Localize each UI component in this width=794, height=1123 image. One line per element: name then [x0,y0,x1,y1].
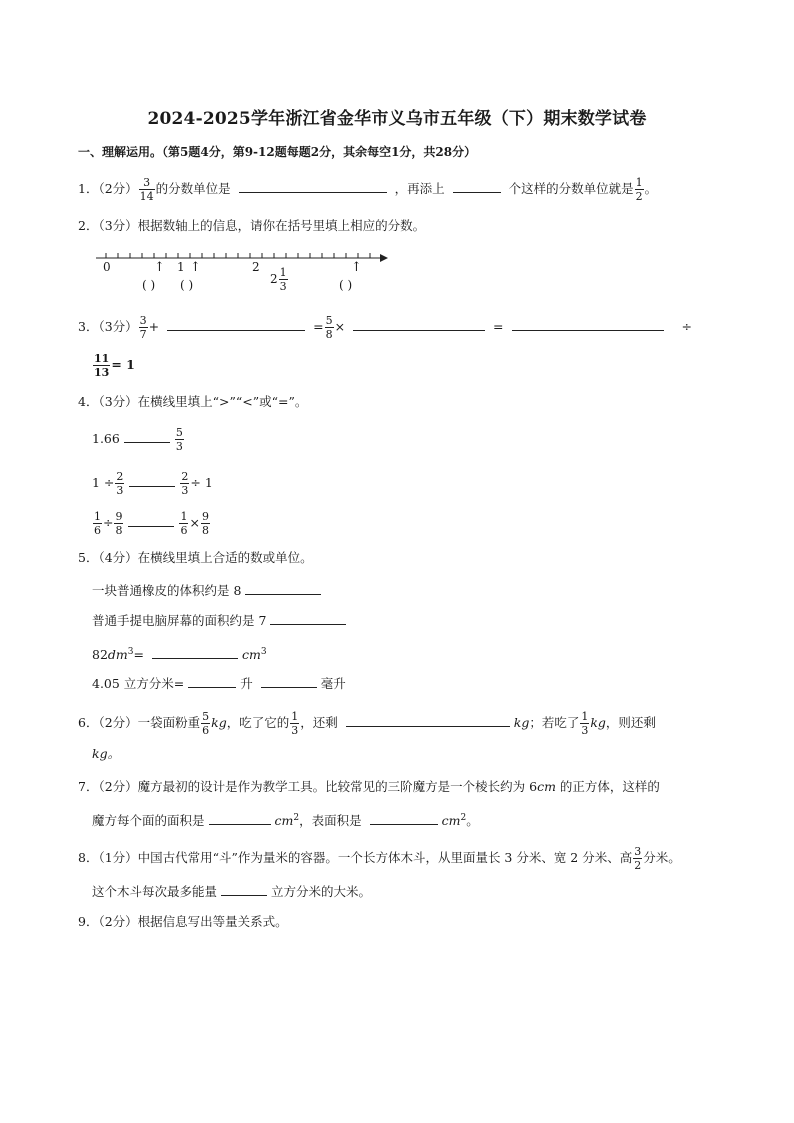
fraction: $\frac{1}{2}$ [635,176,643,203]
answer-paren[interactable]: ( ) [339,278,353,292]
tick-label: 2 [252,260,260,274]
answer-blank[interactable] [188,673,236,688]
answer-blank[interactable] [370,810,438,825]
mixed-number: 2 $\frac{1}{3}$ [270,266,287,293]
answer-paren[interactable]: ( ) [142,278,156,292]
number-line [92,244,392,266]
answer-blank[interactable] [129,472,175,487]
answer-blank[interactable] [261,673,317,688]
answer-blank[interactable] [353,316,485,331]
tick-label: 0 [103,260,111,274]
q5-line-2: 普通手提电脑屏幕的面积约是 7 [92,610,350,631]
arrow-up-icon: ↑ [190,260,201,275]
question-7: 7．（2分）魔方最初的设计是作为教学工具。比较常见的三阶魔方是一个棱长约为 6cm 的正方体，这样的 [78,779,660,794]
answer-blank[interactable] [270,610,346,625]
answer-blank[interactable] [167,316,305,331]
question-1: 1．（2分） $\frac{3}{14}$ 的分数单位是 ，再添上 个这样的分数单位就是 $\frac{1}{2}$ 。 [78,176,658,203]
compare-row-2: 1 ÷ $\frac{2}{3}$ $\frac{2}{3}$ ÷ 1 [92,470,213,497]
answer-blank[interactable] [512,316,664,331]
section-heading: 一、理解运用。（第5题4分，第9-12题每题2分，其余每空1分，共28分） [78,145,477,159]
q5-line-3: $82dm^3= cm^3$ [92,642,267,665]
answer-blank[interactable] [239,178,387,193]
answer-paren[interactable]: ( ) [180,278,194,292]
compare-row-1: 1.66 $\frac{5}{3}$ [92,426,183,453]
question-7-cont: 魔方每个面的面积是 $cm^2$，表面积是 $cm^2$。 [92,808,479,831]
q5-line-1: 一块普通橡皮的体积约是 8 [92,580,325,601]
question-3-cont: $\frac{11}{13}$ = 1 [94,352,135,379]
question-5: 5．（4分）在横线里填上合适的数或单位。 [78,550,313,565]
question-3: 3．（3分） $\frac{3}{7}$ + = $\frac{5}{8}$ × = ÷ [78,314,692,341]
question-8: 8．（1分）中国古代常用“斗”作为量米的容器。一个长方体木斗，从里面量长 3 分米、宽 2 分米、高 $\frac{3}{2}$ 分米。 [78,845,681,872]
answer-blank[interactable] [453,178,501,193]
tick-label: 1 [177,260,185,274]
answer-blank[interactable] [209,810,271,825]
page-title: 2024-2025学年浙江省金华市义乌市五年级（下）期末数学试卷 [147,109,647,129]
question-2: 2．（3分）根据数轴上的信息，请你在括号里填上相应的分数。 [78,218,426,233]
compare-row-3: $\frac{1}{6}$ ÷ $\frac{9}{8}$ $\frac{1}{6}$ × $\frac{9}{8}$ [94,510,209,537]
q5-line-4: 4.05 立方分米= 升 毫升 [92,673,346,694]
answer-blank[interactable] [152,644,238,659]
answer-blank[interactable] [245,580,321,595]
question-4: 4．（3分）在横线里填上“>”“<”或“=”。 [78,394,308,409]
question-6-cont: kg。 [92,746,121,761]
question-9: 9．（2分）根据信息写出等量关系式。 [78,914,288,929]
answer-blank[interactable] [221,881,267,896]
answer-blank[interactable] [346,712,510,727]
question-8-cont: 这个木斗每次最多能量 立方分米的大米。 [92,881,371,902]
answer-blank[interactable] [124,428,170,443]
arrow-up-icon: ↑ [351,260,362,275]
answer-blank[interactable] [128,512,174,527]
arrow-up-icon: ↑ [154,260,165,275]
question-6: 6．（2分）一袋面粉重 $\frac{5}{6}$ kg，吃了它的 $\frac{1}{3}$ ，还剩 kg；若吃了 $\frac{1}{3}$ kg，则还剩 [78,710,656,737]
fraction: $\frac{3}{14}$ [139,176,154,203]
